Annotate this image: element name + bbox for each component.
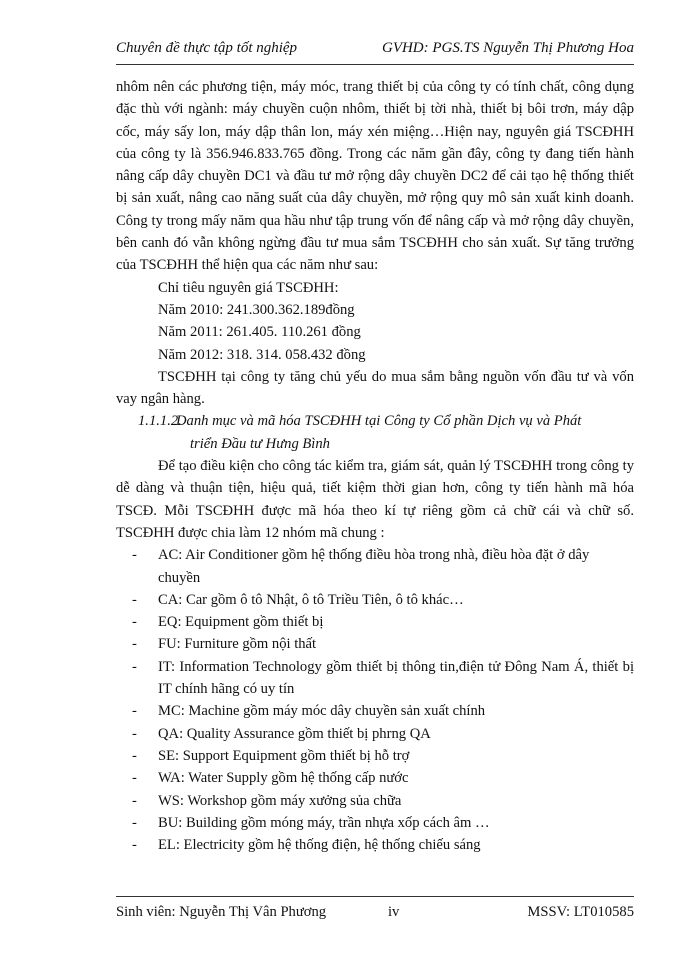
section-title-line2: triển Đầu tư Hưng Bình: [190, 435, 330, 452]
dash-bullet: -: [132, 725, 137, 742]
list-item: [116, 767, 634, 789]
dash-bullet: -: [132, 591, 137, 608]
footer-student-id: MSSV: LT010585: [527, 904, 634, 920]
code-wa: WA: Water Supply gồm hệ thống cấp nước: [158, 770, 409, 787]
code-ws: WS: Workshop gồm máy xưởng sủa chữa: [158, 792, 402, 809]
list-item: [116, 745, 634, 767]
dash-bullet: -: [132, 658, 137, 675]
list-item: [116, 656, 634, 701]
header-divider: [116, 64, 634, 65]
dash-bullet: -: [132, 614, 137, 631]
footer-divider: [116, 896, 634, 897]
code-fu: FU: Furniture gồm nội thất: [158, 636, 317, 653]
intro-paragraph: nhôm nên các phương tiện, máy móc, trang thiết bị của công ty có tính chất, công dụng đặc thù với ngành: máy chuyền cuộn nhôm, thiết bị tời nhà, thiết bị bôi trơn, máy dập cốc, máy sấy lon, máy dập thân lon, máy xén miệng…Hiện nay, nguyên giá TSCĐHH của công ty là 356.946.833.765 đồng. Trong các năm gần đây, công ty đang tiến hành nâng cấp dây chuyền DC1 và đầu tư mở rộng dây chuyền DC2 để cải tạo hệ thống thiết bị sản xuất, nâng cao năng suất của dây chuyền, mở rộng quy mô sản xuất kinh doanh. Công ty trong mấy năm qua hầu như tập trung vốn để nâng cấp và mở rộng dây chuyền, bên canh đó vẫn không ngừng đầu tư mua sắm TSCĐHH cho sản xuất. Sự tăng trưởng của TSCĐHH thể hiện qua các năm như sau:: [116, 79, 634, 274]
dash-bullet: -: [132, 814, 137, 831]
dash-bullet: -: [132, 747, 137, 764]
dash-bullet: -: [132, 792, 137, 809]
dash-bullet: -: [132, 636, 137, 653]
section-number: 1.1.1.2.: [138, 413, 182, 430]
code-group-list: [116, 544, 634, 856]
year-2012-value: Năm 2012: 318. 314. 058.432 đồng: [158, 346, 366, 363]
code-it: IT: Information Technology gồm thiết bị thông tin,điện tử Đông Nam Á, thiết bị IT chính hãng có uy tín: [158, 658, 634, 698]
page-number: iv: [388, 904, 400, 920]
list-item: [116, 544, 634, 589]
code-qa: QA: Quality Assurance gồm thiết bị phrng QA: [158, 725, 431, 742]
section-title-line1: Danh mục và mã hóa TSCĐHH tại Công ty Cổ phần Dịch vụ và Phát: [176, 413, 582, 430]
list-item: [116, 633, 634, 655]
header-course-title: Chuyên đề thực tập tốt nghiệp: [116, 40, 298, 56]
list-item: [116, 723, 634, 745]
dash-bullet: -: [132, 547, 137, 564]
year-2011-value: Năm 2011: 261.405. 110.261 đồng: [158, 324, 361, 341]
list-item: [116, 700, 634, 722]
list-item: [116, 812, 634, 834]
indicator-title: Chỉ tiêu nguyên giá TSCĐHH:: [158, 279, 339, 296]
list-item: [116, 834, 634, 856]
year-2010-value: Năm 2010: 241.300.362.189đồng: [158, 301, 355, 318]
code-ca: CA: Car gồm ô tô Nhật, ô tô Triều Tiên, ô tô khác…: [158, 591, 464, 608]
dash-bullet: -: [132, 837, 137, 854]
code-eq: EQ: Equipment gồm thiết bị: [158, 614, 324, 631]
section-heading: [116, 410, 634, 455]
code-ac: AC: Air Conditioner gồm hệ thống điều hòa trong nhà, điều hòa đặt ở dây chuyền: [158, 547, 590, 586]
list-item: [116, 790, 634, 812]
coding-paragraph: Để tạo điều kiện cho công tác kiểm tra, giám sát, quản lý TSCĐHH trong công ty dễ dàng và thuận tiện, hiệu quả, tiết kiệm thời gian hơn, công ty tiến hành mã hóa TSCĐ. Mỗi TSCĐHH được mã hóa theo kí tự riêng gồm cả chữ cái và chữ số. TSCĐHH được chia làm 12 nhóm mã chung :: [116, 458, 634, 541]
dash-bullet: -: [132, 770, 137, 787]
header-supervisor: GVHD: PGS.TS Nguyễn Thị Phương Hoa: [381, 40, 634, 56]
list-item: [116, 611, 634, 633]
code-mc: MC: Machine gồm máy móc dây chuyền sản xuất chính: [158, 703, 486, 720]
dash-bullet: -: [132, 703, 137, 720]
footer-student-name: Sinh viên: Nguyễn Thị Vân Phương: [116, 904, 327, 920]
page-body: [116, 76, 634, 856]
funding-paragraph: TSCĐHH tại công ty tăng chủ yếu do mua sắm bằng nguồn vốn đầu tư và vốn vay ngân hàng.: [116, 368, 634, 408]
code-se: SE: Support Equipment gồm thiết bị hỗ trợ: [158, 747, 410, 764]
code-el: EL: Electricity gồm hệ thống điện, hệ thống chiếu sáng: [158, 837, 481, 854]
list-item: [116, 589, 634, 611]
code-bu: BU: Building gồm móng máy, trần nhựa xốp cách âm …: [158, 814, 490, 831]
